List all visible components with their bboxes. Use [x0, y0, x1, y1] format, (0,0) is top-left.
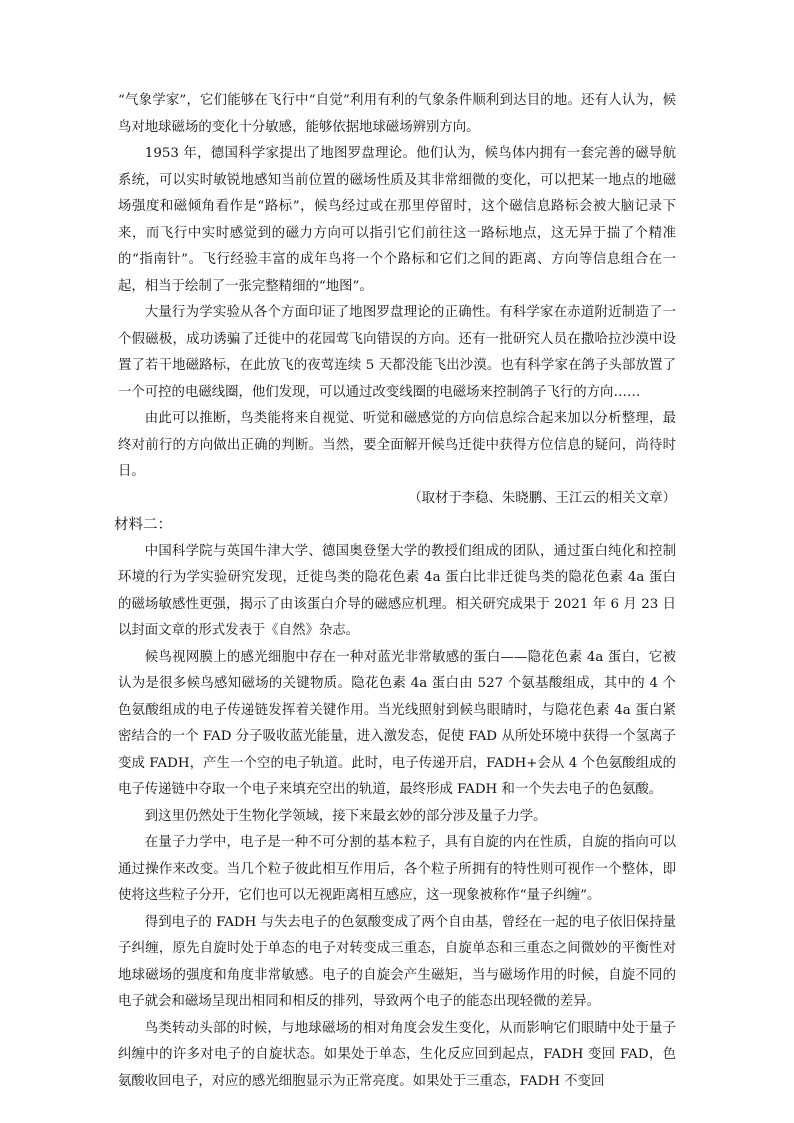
section-heading: 材料二：	[114, 517, 172, 533]
source-note: （取材于李稳、朱晓鹏、王江云的相关文章）	[408, 490, 676, 506]
paragraph: 在量子力学中，电子是一种不可分割的基本粒子，具有自旋的内在性质，自旋的指向可以通过操作来改变。当几个粒子彼此相互作用后，各个粒子所拥有的特性则可视作一个整体，即使将这些粒子分开，它们也可以无视距离相互感应，这一现象被称作“量子纠缠”。	[118, 835, 676, 903]
paragraph: 鸟类转动头部的时候，与地球磁场的相对角度会发生变化，从而影响它们眼睛中处于量子纠缠中的许多对电子的自旋状态。如果处于单态，生化反应回到起点，FADH 变回 FAD，色氨酸收回电子，对应的感光细胞显示为正常亮度。如果处于三重态，FADH 不变回	[118, 1020, 676, 1089]
paragraph: 候鸟视网膜上的感光细胞中存在一种对蓝光非常敏感的蛋白——隐花色素 4a 蛋白，它被认为是很多候鸟感知磁场的关键物质。隐花色素 4a 蛋白由 527 个氨基酸组成，其中的 4 个色氨酸组成的电子传递链发挥着关键作用。当光线照射到候鸟眼睛时，与隐花色素 4a 蛋白紧密结合的一个 FAD 分子吸收蓝光能量，进入激发态，促使 FAD 从所处环境中获得一个氢离子变成 FADH，产生一个空的电子轨道。此时，电子传递开启，FADH+会从 4 个色氨酸组成的电子传递链中夺取一个电子来填充空出的轨道，最终形成 FADH 和一个失去电子的色氨酸。	[118, 649, 676, 797]
paragraph: 1953 年，德国科学家提出了地图罗盘理论。他们认为，候鸟体内拥有一套完善的磁导航系统，可以实时敏锐地感知当前位置的磁场性质及其非常细微的变化，可以把某一地点的地磁场强度和磁倾角看作是“路标”，候鸟经过或在那里停留时，这个磁信息路标会被大脑记录下来，而飞行中实时感觉到的磁力方向可以指引它们前往这一路标地点，这无异于揣了个精准的“指南针”。飞行经验丰富的成年鸟将一个个路标和它们之间的距离、方向等信息组合在一起，相当于绘制了一张完整精细的“地图”。	[118, 146, 676, 294]
paragraph: 中国科学院与英国牛津大学、德国奥登堡大学的教授们组成的团队，通过蛋白纯化和控制环境的行为学实验研究发现，迁徙鸟类的隐花色素 4a 蛋白比非迁徙鸟类的隐花色素 4a 蛋白的磁场敏感性更强，揭示了由该蛋白介导的磁感应机理。相关研究成果于 2021 年 6 月 23 日以封面文章的形式发表于《自然》杂志。	[118, 543, 676, 638]
paragraph: 由此可以推断，鸟类能将来自视觉、听觉和磁感觉的方向信息综合起来加以分析整理，最终对前行的方向做出正确的判断。当然，要全面解开候鸟迁徙中获得方位信息的疑问，尚待时日。	[118, 411, 676, 479]
paragraph: “气象学家”，它们能够在飞行中“自觉”利用有利的气象条件顺利到达目的地。还有人认为，候鸟对地球磁场的变化十分敏感，能够依据地球磁场辨别方向。	[118, 93, 676, 135]
paragraph: 得到电子的 FADH 与失去电子的色氨酸变成了两个自由基，曾经在一起的电子依旧保持量子纠缠，原先自旋时处于单态的电子对转变成三重态，自旋单态和三重态之间微妙的平衡性对地球磁场的强度和角度非常敏感。电子的自旋会产生磁矩，当与磁场作用的时候，自旋不同的电子就会和磁场呈现出相同和相反的排列，导致两个电子的能态出现轻微的差异。	[118, 914, 676, 1009]
paragraph: 大量行为学实验从各个方面印证了地图罗盘理论的正确性。有科学家在赤道附近制造了一个假磁极，成功诱骗了迁徙中的花园莺飞向错误的方向。还有一批研究人员在撒哈拉沙漠中设置了若干地磁路标，在此放飞的夜莺连续 5 天都没能飞出沙漠。也有科学家在鸽子头部放置了一个可控的电磁线圈，他们发现，可以通过改变线圈的电磁场来控制鸽子飞行的方向……	[118, 305, 676, 400]
paragraph: 到这里仍然处于生物化学领域，接下来最玄妙的部分涉及量子力学。	[144, 808, 547, 824]
